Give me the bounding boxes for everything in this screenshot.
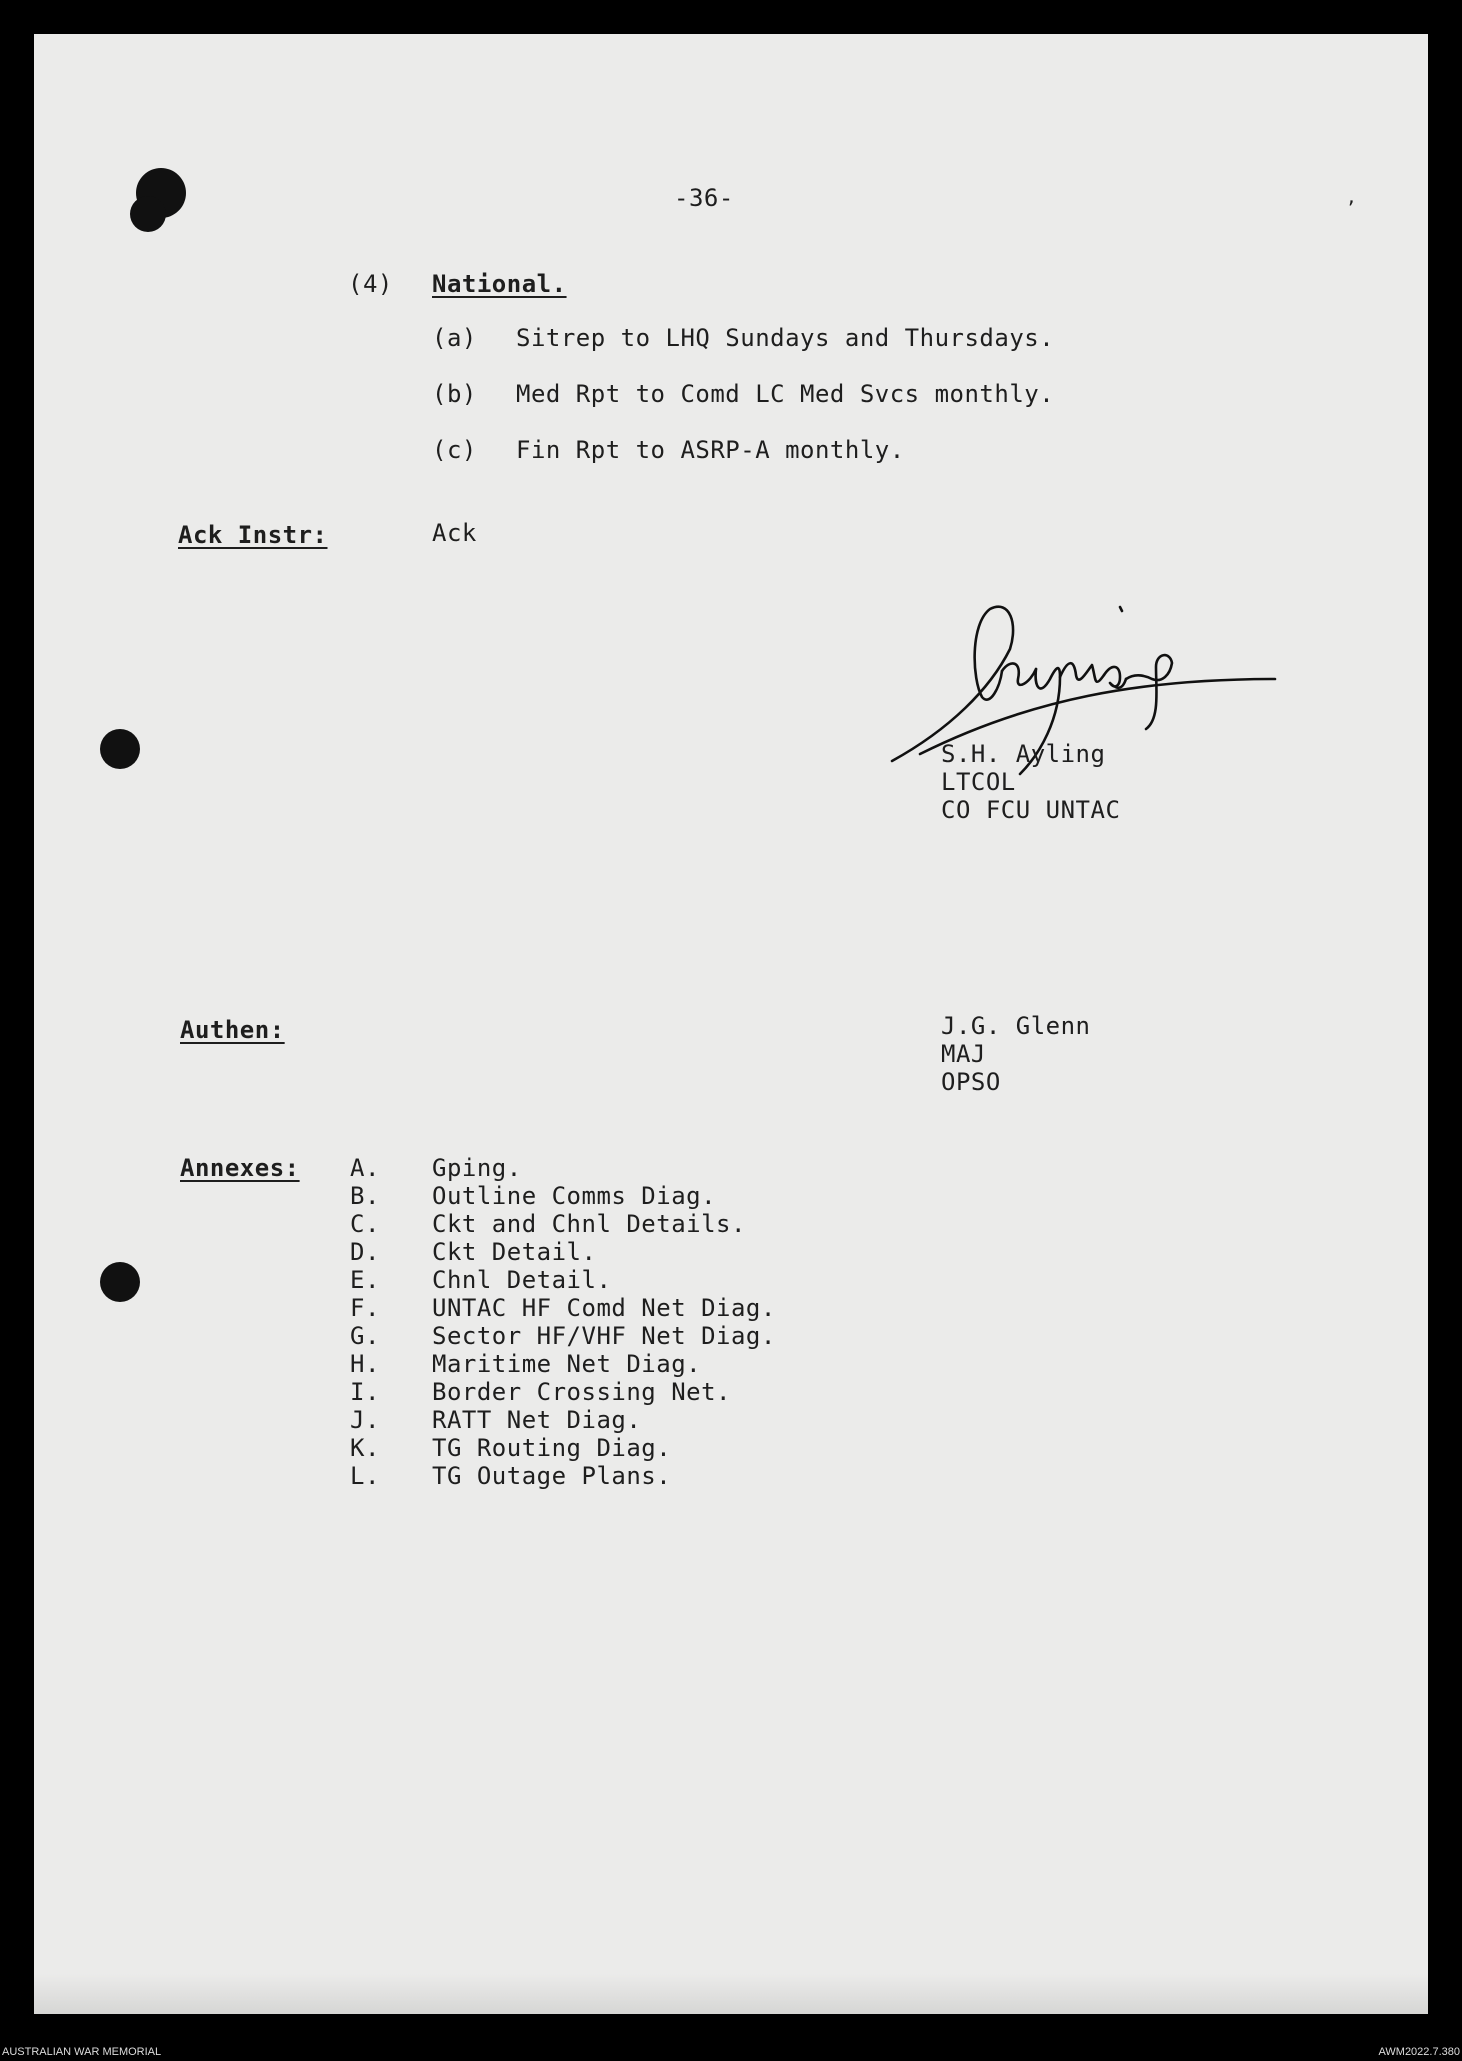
annex-letter: D. xyxy=(350,1238,380,1266)
annex-letter: A. xyxy=(350,1154,380,1182)
annex-title: Chnl Detail. xyxy=(432,1266,612,1294)
authen-role: OPSO xyxy=(941,1068,1001,1096)
stray-mark: , xyxy=(1346,187,1358,208)
annexes-label: Annexes: xyxy=(180,1154,300,1182)
annex-letter: E. xyxy=(350,1266,380,1294)
annex-title: Outline Comms Diag. xyxy=(432,1182,717,1210)
footer-right: AWM2022.7.380 xyxy=(1378,2046,1460,2058)
authen-label: Authen: xyxy=(180,1016,285,1044)
punch-hole-lower xyxy=(100,1262,140,1302)
punch-hole-middle xyxy=(100,729,140,769)
annex-title: RATT Net Diag. xyxy=(432,1406,642,1434)
annex-title: TG Outage Plans. xyxy=(432,1462,672,1490)
annex-title: Sector HF/VHF Net Diag. xyxy=(432,1322,776,1350)
ack-label: Ack Instr: xyxy=(178,521,328,549)
scan-shadow xyxy=(34,1974,1428,2014)
footer-left: AUSTRALIAN WAR MEMORIAL xyxy=(2,2046,162,2058)
punch-hole-top-2 xyxy=(130,196,166,232)
item-text: Sitrep to LHQ Sundays and Thursdays. xyxy=(516,324,1055,352)
signatory-name: S.H. Ayling xyxy=(941,740,1106,768)
item-text: Fin Rpt to ASRP-A monthly. xyxy=(516,436,905,464)
annex-letter: B. xyxy=(350,1182,380,1210)
annex-title: Ckt and Chnl Details. xyxy=(432,1210,746,1238)
annex-title: TG Routing Diag. xyxy=(432,1434,672,1462)
authen-rank: MAJ xyxy=(941,1040,986,1068)
annex-title: Gping. xyxy=(432,1154,522,1182)
section-number: (4) xyxy=(348,270,393,298)
page-number: -36- xyxy=(674,184,734,212)
annex-letter: H. xyxy=(350,1350,380,1378)
item-label: (b) xyxy=(432,380,477,408)
annex-title: UNTAC HF Comd Net Diag. xyxy=(432,1294,776,1322)
annex-letter: L. xyxy=(350,1462,380,1490)
signatory-rank: LTCOL xyxy=(941,768,1016,796)
annex-letter: G. xyxy=(350,1322,380,1350)
signatory-role: CO FCU UNTAC xyxy=(941,796,1121,824)
item-label: (a) xyxy=(432,324,477,352)
annex-letter: I. xyxy=(350,1378,380,1406)
annex-title: Border Crossing Net. xyxy=(432,1378,731,1406)
annex-title: Maritime Net Diag. xyxy=(432,1350,702,1378)
section-title: National. xyxy=(432,270,567,298)
annex-letter: F. xyxy=(350,1294,380,1322)
authen-name: J.G. Glenn xyxy=(941,1012,1091,1040)
ack-value: Ack xyxy=(432,519,477,547)
item-label: (c) xyxy=(432,436,477,464)
annex-letter: K. xyxy=(350,1434,380,1462)
document-page xyxy=(34,34,1428,2014)
annex-letter: J. xyxy=(350,1406,380,1434)
annex-letter: C. xyxy=(350,1210,380,1238)
item-text: Med Rpt to Comd LC Med Svcs monthly. xyxy=(516,380,1055,408)
annex-title: Ckt Detail. xyxy=(432,1238,597,1266)
